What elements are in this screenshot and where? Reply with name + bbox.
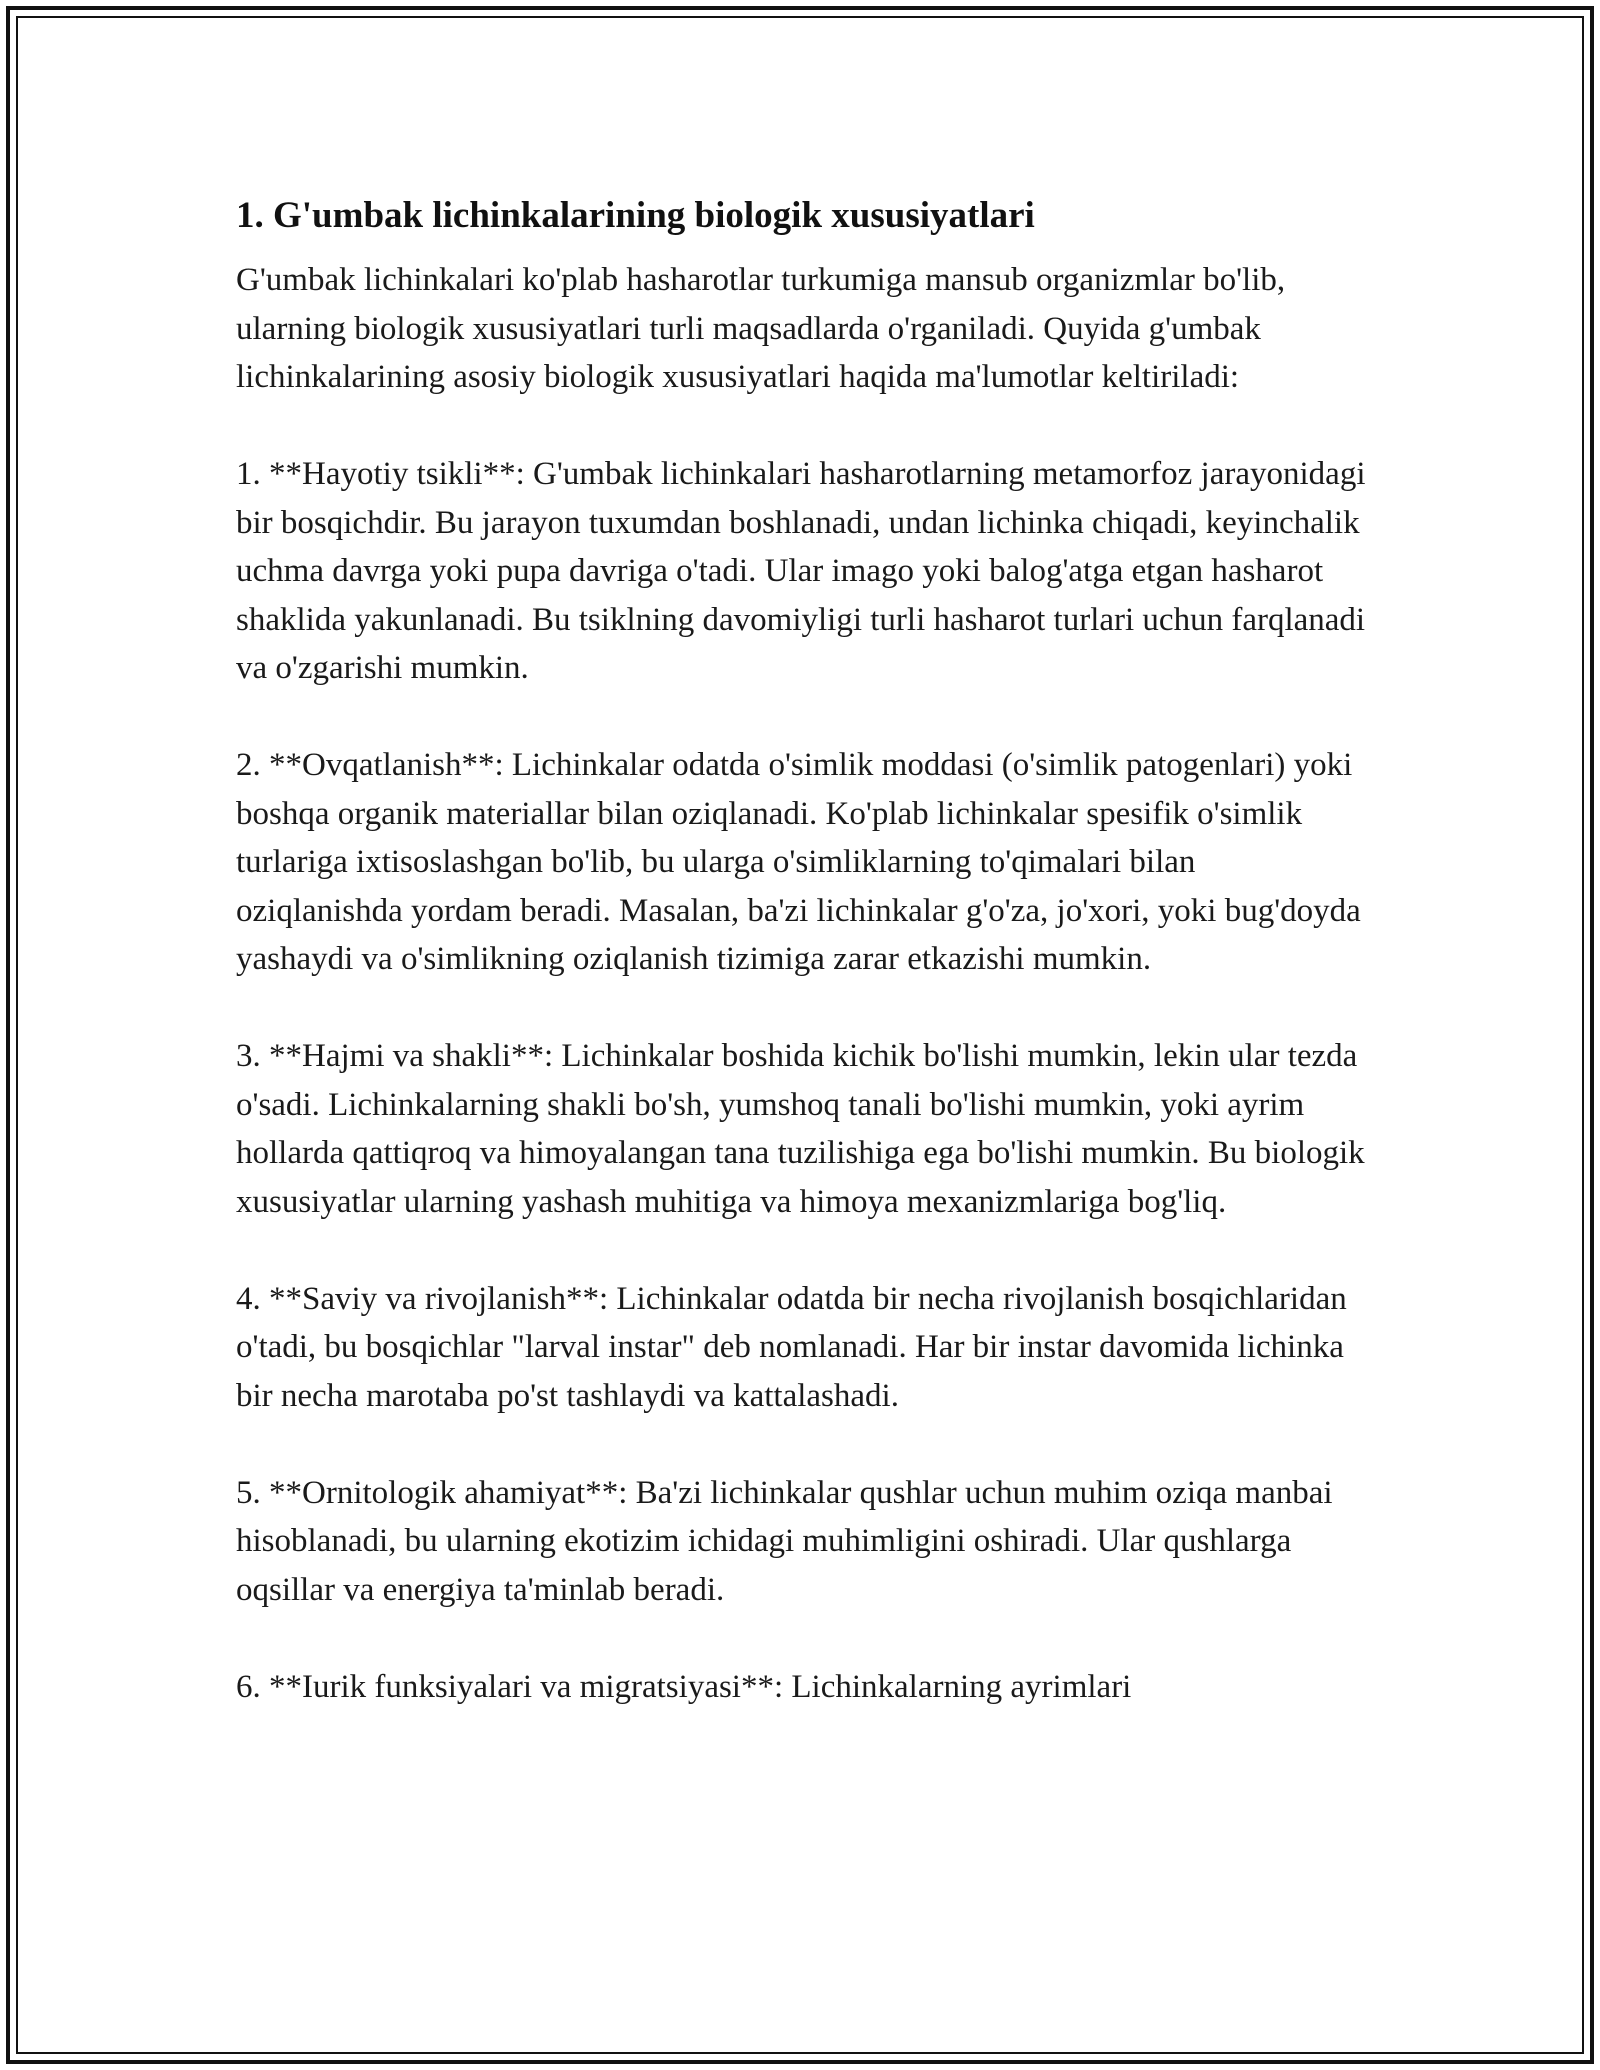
list-item-feeding: 2. **Ovqatlanish**: Lichinkalar odatda o'simlik moddasi (o'simlik patogenlari) yoki boshqa organik materiallar bilan oziqlanadi. Ko'plab lichinkalar spesifik o'simlik turlariga ixtisoslashgan bo'lib, bu ularga o'simliklarning to'qimalari bilan oziqlanishda yordam beradi. Masalan, ba'zi lichinkalar g'o'za, jo'xori, yoki bug'doyda yashaydi va o'simlikning oziqlanish tizimiga zarar etkazishi mumkin. bbox=[236, 747, 1361, 977]
list-item-ornithological: 5. **Ornitologik ahamiyat**: Ba'zi lichinkalar qushlar uchun muhim oziqa manbai hisoblanadi, bu ularning ekotizim ichidagi muhimligini oshiradi. Ular qushlarga oqsillar va energiya ta'minlab beradi. bbox=[236, 1474, 1333, 1608]
list-item-size-shape: 3. **Hajmi va shakli**: Lichinkalar boshida kichik bo'lishi mumkin, lekin ular tezda o'sadi. Lichinkalarning shakli bo'sh, yumshoq tanali bo'lishi mumkin, yoki ayrim hollarda qattiqroq va himoyalangan tana tuzilishiga ega bo'lishi mumkin. Bu biologik xususiyatlar ularning yashash muhitiga va himoya mexanizmlariga bog'liq. bbox=[236, 1038, 1365, 1220]
list-item-lifecycle: 1. **Hayotiy tsikli**: G'umbak lichinkalari hasharotlarning metamorfoz jarayonidagi bir bosqichdir. Bu jarayon tuxumdan boshlanadi, undan lichinka chiqadi, keyinchalik uchma davrga yoki pupa davriga o'tadi. Ular imago yoki balog'atga etgan hasharot shaklida yakunlanadi. Bu tsiklning davomiyligi turli hasharot turlari uchun farqlanadi va o'zgarishi mumkin. bbox=[236, 456, 1366, 686]
document-body bbox=[236, 188, 1366, 1760]
list-item-migration: 6. **Iurik funksiyalari va migratsiyasi**: Lichinkalarning ayrimlari bbox=[236, 1668, 1132, 1705]
intro-paragraph: G'umbak lichinkalari ko'plab hasharotlar turkumiga mansub organizmlar bo'lib, ularning biologik xususiyatlari turli maqsadlarda o'rganiladi. Quyida g'umbak lichinkalarining asosiy biologik xususiyatlari haqida ma'lumotlar keltiriladi: bbox=[236, 262, 1286, 395]
list-item-development: 4. **Saviy va rivojlanish**: Lichinkalar odatda bir necha rivojlanish bosqichlaridan o'tadi, bu bosqichlar "larval instar" deb nomlanadi. Har bir instar davomida lichinka bir necha marotaba po'st tashlaydi va kattalashadi. bbox=[236, 1280, 1347, 1414]
section-heading: 1. G'umbak lichinkalarining biologik xususiyatlari bbox=[236, 195, 1035, 236]
